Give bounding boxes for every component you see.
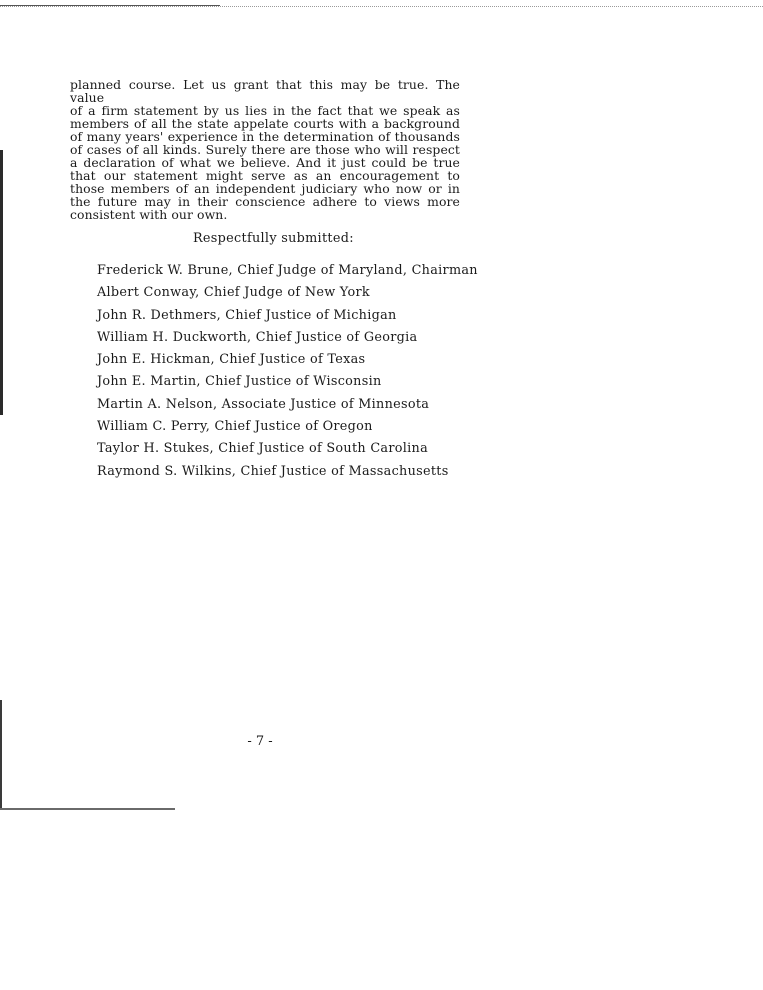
signatory: Taylor H. Stukes, Chief Justice of South Carolina [97,441,429,457]
page-number: - 7 - [247,734,273,749]
scan-edge-left [0,150,3,415]
scan-edge-top-dotted [0,6,763,7]
scan-edge-bottom [0,808,175,810]
scan-edge-left-lower [0,700,2,808]
signatory-list [97,260,478,483]
paragraph-line: those members of an independent judiciary who now or in [70,181,460,196]
signatory: Frederick W. Brune, Chief Judge of Maryland, Chairman [97,263,478,278]
signatory: Albert Conway, Chief Judge of New York [97,285,370,301]
paragraph-line: the future may in their conscience adhere to views more [70,194,460,209]
signatory: Martin A. Nelson, Associate Justice of Minnesota [97,396,430,412]
paragraph-line: a declaration of what we believe. And it just could be true [70,155,460,170]
paragraph-line: consistent with our own. [70,207,228,222]
paragraph-line: members of all the state appelate courts with a background [70,116,460,131]
signatory: John R. Dethmers, Chief Justice of Michigan [97,307,397,323]
closing-salutation: Respectfully submitted: [193,231,354,246]
signatory: Raymond S. Wilkins, Chief Justice of Massachusetts [97,463,449,479]
paragraph-line: that our statement might serve as an encouragement to [70,168,460,183]
paragraph-line: of a firm statement by us lies in the fact that we speak as [70,103,460,118]
signatory: William C. Perry, Chief Justice of Oregon [97,419,373,435]
paragraph-line: of cases of all kinds. Surely there are those who will respect [70,142,460,157]
paragraph-line: planned course. Let us grant that this may be true. The value [70,77,460,105]
signatory: John E. Hickman, Chief Justice of Texas [97,352,366,368]
paragraph-line: of many years' experience in the determination of thousands [70,129,460,144]
signatory: William H. Duckworth, Chief Justice of Georgia [97,329,418,345]
body-paragraph [70,78,460,221]
signatory: John E. Martin, Chief Justice of Wisconsin [97,374,382,390]
